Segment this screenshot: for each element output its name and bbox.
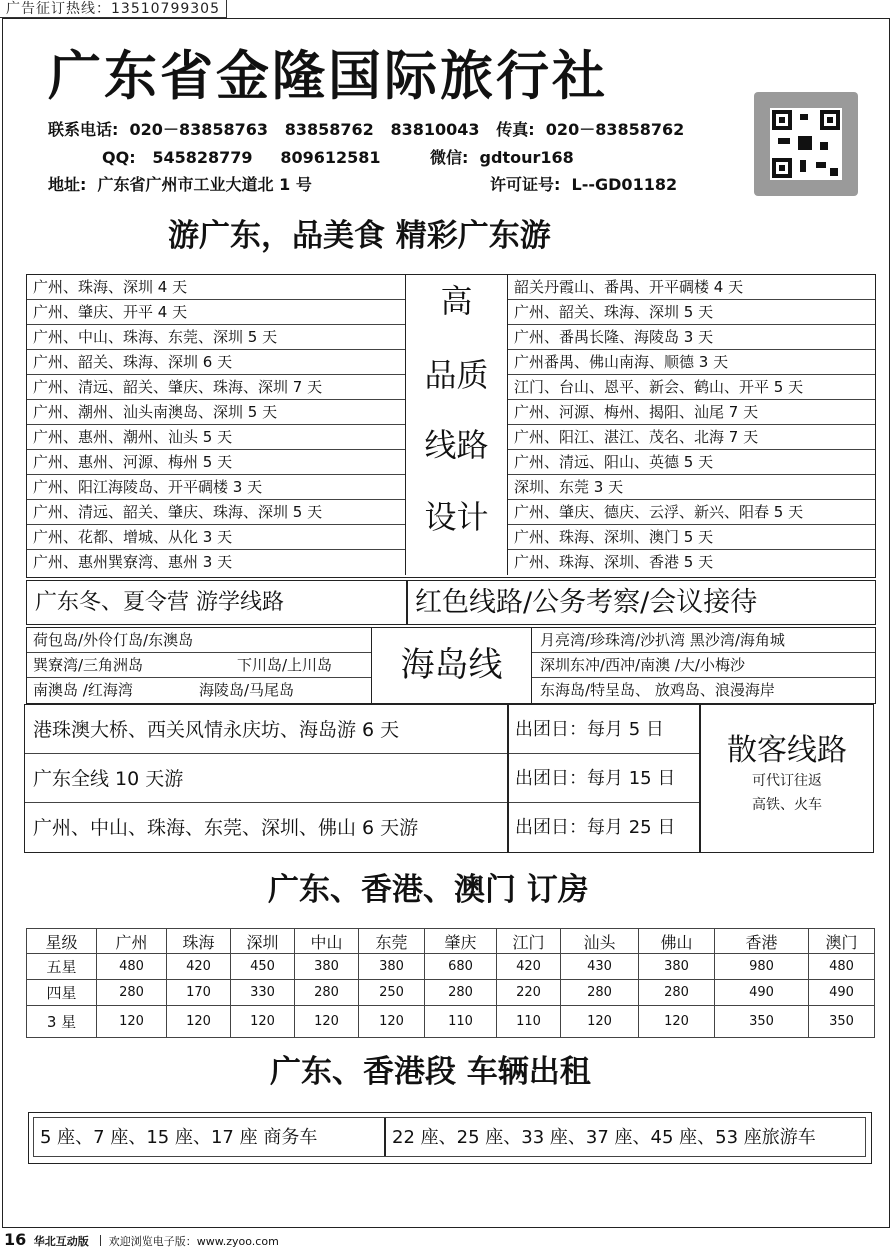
camps-study-routes[interactable]: 广东冬、夏令营 游学线路 bbox=[35, 590, 284, 615]
price-cell: 110 bbox=[497, 1006, 561, 1038]
island-item[interactable]: 东海岛/特呈岛、 放鸡岛、浪漫海岸 bbox=[540, 681, 775, 699]
tour-row[interactable] bbox=[25, 754, 699, 803]
section-title-guangdong-tours: 游广东，品美食 精彩广东游 bbox=[168, 218, 551, 254]
ad-hotline: 广告征订热线：13510799305 bbox=[0, 0, 227, 18]
tour-name: 港珠澳大桥、西关风情永庆坊、海岛游 6 天 bbox=[33, 719, 400, 741]
route-item[interactable]: 广州、惠州巽寮湾、惠州 3 天 bbox=[33, 553, 233, 571]
island-row[interactable] bbox=[27, 678, 371, 703]
price-cell: 280 bbox=[561, 980, 639, 1006]
footer-separator bbox=[100, 1235, 101, 1246]
tour-departure-date: 出团日：每月 25 日 bbox=[515, 817, 676, 838]
table-header-cell: 珠海 bbox=[167, 929, 231, 954]
island-item[interactable]: 深圳东冲/西冲/南澳 /大/小梅沙 bbox=[532, 653, 875, 678]
price-cell: 490 bbox=[809, 980, 875, 1006]
route-item[interactable]: 广州、清远、韶关、肇庆、珠海、深圳 7 天 bbox=[27, 375, 405, 400]
price-cell: 280 bbox=[639, 980, 715, 1006]
table-header-cell: 香港 bbox=[715, 929, 809, 954]
price-cell: 430 bbox=[561, 954, 639, 980]
section-title-hotel-booking: 广东、香港、澳门 订房 bbox=[268, 872, 589, 908]
tour-departure-date: 出团日：每月 5 日 bbox=[515, 719, 664, 740]
island-item[interactable]: 月亮湾/珍珠湾/沙扒湾 黑沙湾/海角城 bbox=[532, 628, 875, 653]
tours-divider bbox=[699, 705, 701, 852]
business-car-options[interactable]: 5 座、7 座、15 座、17 座 商务车 bbox=[40, 1127, 318, 1148]
tour-row[interactable] bbox=[25, 705, 699, 754]
route-item[interactable]: 广州、珠海、深圳 4 天 bbox=[27, 275, 405, 300]
route-item[interactable]: 广州、肇庆、开平 4 天 bbox=[27, 300, 405, 325]
table-header-cell: 星级 bbox=[27, 929, 97, 954]
individual-tours-sub: 可代订往返 bbox=[752, 773, 822, 789]
table-header-cell: 中山 bbox=[295, 929, 359, 954]
price-cell: 380 bbox=[639, 954, 715, 980]
price-cell: 680 bbox=[425, 954, 497, 980]
table-header-cell: 东莞 bbox=[359, 929, 425, 954]
price-cell: 480 bbox=[97, 954, 167, 980]
quality-label-3: 线路 bbox=[424, 426, 489, 464]
route-item[interactable]: 广州、惠州、河源、梅州 5 天 bbox=[27, 450, 405, 475]
price-cell: 120 bbox=[97, 1006, 167, 1038]
price-cell: 280 bbox=[97, 980, 167, 1006]
route-item[interactable]: 广州、清远、阳山、英德 5 天 bbox=[508, 450, 875, 475]
vehicle-divider bbox=[384, 1118, 386, 1156]
price-cell: 110 bbox=[425, 1006, 497, 1038]
section-title-vehicle-rental: 广东、香港段 车辆出租 bbox=[270, 1054, 591, 1090]
qr-code-icon[interactable] bbox=[754, 92, 858, 196]
tour-departure-date: 出团日：每月 15 日 bbox=[515, 768, 676, 789]
address: 地址: 广东省广州市工业大道北 1 号 bbox=[48, 175, 312, 194]
island-item: 下川岛/上川岛 bbox=[237, 656, 333, 674]
table-header-row bbox=[27, 929, 875, 954]
tour-bus-options[interactable]: 22 座、25 座、33 座、37 座、45 座、53 座旅游车 bbox=[392, 1127, 816, 1148]
vehicle-rental-box bbox=[28, 1112, 872, 1164]
individual-tours-sub: 高铁、火车 bbox=[752, 797, 822, 813]
quality-label-4: 设计 bbox=[424, 498, 489, 536]
route-item[interactable]: 深圳、东莞 3 天 bbox=[508, 475, 875, 500]
table-header-cell: 江门 bbox=[497, 929, 561, 954]
scheduled-tours bbox=[24, 704, 874, 853]
page-number: 16 bbox=[4, 1230, 27, 1249]
quality-label-2: 品质 bbox=[424, 356, 489, 394]
island-row[interactable] bbox=[27, 628, 371, 653]
individual-tours-title: 散客线路 bbox=[727, 733, 847, 768]
route-item[interactable]: 江门、台山、恩平、新会、鹤山、开平 5 天 bbox=[508, 375, 875, 400]
price-cell: 120 bbox=[561, 1006, 639, 1038]
route-item[interactable]: 广州、韶关、珠海、深圳 5 天 bbox=[508, 300, 875, 325]
quality-label-1: 高 bbox=[440, 282, 473, 320]
price-cell: 490 bbox=[715, 980, 809, 1006]
contact-qq: QQ: 545828779 809612581 bbox=[102, 148, 381, 167]
price-cell: 120 bbox=[295, 1006, 359, 1038]
route-item[interactable]: 广州、阳江、湛江、茂名、北海 7 天 bbox=[508, 425, 875, 450]
price-cell: 250 bbox=[359, 980, 425, 1006]
price-cell: 350 bbox=[715, 1006, 809, 1038]
island-item: 海陵岛/马尾岛 bbox=[199, 681, 295, 699]
contact-wechat: 微信: gdtour168 bbox=[430, 148, 574, 167]
price-cell: 380 bbox=[295, 954, 359, 980]
routes-table bbox=[26, 274, 876, 578]
tour-row[interactable] bbox=[25, 803, 699, 852]
company-name: 广东省金隆国际旅行社 bbox=[48, 45, 608, 107]
star-level-cell: 四星 bbox=[27, 980, 97, 1006]
route-item[interactable]: 广州、中山、珠海、东莞、深圳 5 天 bbox=[27, 325, 405, 350]
price-cell: 980 bbox=[715, 954, 809, 980]
table-header-cell: 广州 bbox=[97, 929, 167, 954]
price-cell: 120 bbox=[231, 1006, 295, 1038]
camps-bar bbox=[26, 580, 876, 625]
price-cell: 420 bbox=[167, 954, 231, 980]
route-item[interactable]: 广州、韶关、珠海、深圳 6 天 bbox=[27, 350, 405, 375]
route-item[interactable]: 广州、惠州、潮州、汕头 5 天 bbox=[27, 425, 405, 450]
table-header-cell: 佛山 bbox=[639, 929, 715, 954]
island-item: 南澳岛 /红海湾 bbox=[33, 681, 133, 699]
routes-left-column bbox=[27, 275, 406, 575]
route-item[interactable]: 广州、肇庆、德庆、云浮、新兴、阳春 5 天 bbox=[508, 500, 875, 525]
price-cell: 220 bbox=[497, 980, 561, 1006]
island-row[interactable] bbox=[27, 653, 371, 678]
island-routes bbox=[26, 627, 876, 704]
price-cell: 380 bbox=[359, 954, 425, 980]
red-routes-business[interactable]: 红色线路/公务考察/会议接待 bbox=[415, 587, 758, 618]
table-row bbox=[27, 1006, 875, 1038]
quality-route-design-label bbox=[406, 275, 507, 577]
hotel-price-table bbox=[26, 928, 875, 1038]
route-item[interactable]: 广州、清远、韶关、肇庆、珠海、深圳 5 天 bbox=[27, 500, 405, 525]
individual-tours-box bbox=[702, 733, 872, 817]
table-row bbox=[27, 954, 875, 980]
table-header-cell: 肇庆 bbox=[425, 929, 497, 954]
route-item[interactable]: 广州、河源、梅州、揭阳、汕尾 7 天 bbox=[508, 400, 875, 425]
price-cell: 120 bbox=[359, 1006, 425, 1038]
price-cell: 450 bbox=[231, 954, 295, 980]
price-cell: 330 bbox=[231, 980, 295, 1006]
price-cell: 280 bbox=[295, 980, 359, 1006]
route-item[interactable]: 广州、珠海、深圳、澳门 5 天 bbox=[508, 525, 875, 550]
price-cell: 350 bbox=[809, 1006, 875, 1038]
island-line-title: 海岛线 bbox=[371, 628, 532, 703]
price-cell: 480 bbox=[809, 954, 875, 980]
route-item[interactable]: 广州、潮州、汕头南澳岛、深圳 5 天 bbox=[27, 400, 405, 425]
route-item[interactable]: 韶关丹霞山、番禺、开平碉楼 4 天 bbox=[508, 275, 875, 300]
route-item[interactable]: 广州、花都、增城、从化 3 天 bbox=[27, 525, 405, 550]
camps-divider bbox=[406, 581, 408, 624]
route-item[interactable]: 广州、珠海、深圳、香港 5 天 bbox=[514, 553, 714, 571]
price-cell: 420 bbox=[497, 954, 561, 980]
table-header-cell: 深圳 bbox=[231, 929, 295, 954]
price-cell: 120 bbox=[167, 1006, 231, 1038]
tours-divider bbox=[507, 705, 509, 852]
tour-name: 广东全线 10 天游 bbox=[33, 768, 184, 790]
route-item[interactable]: 广州、阳江海陵岛、开平碉楼 3 天 bbox=[27, 475, 405, 500]
star-level-cell: 五星 bbox=[27, 954, 97, 980]
island-item: 荷包岛/外伶仃岛/东澳岛 bbox=[33, 631, 194, 649]
route-item[interactable]: 广州番禺、佛山南海、顺德 3 天 bbox=[508, 350, 875, 375]
route-item[interactable]: 广州、番禺长隆、海陵岛 3 天 bbox=[508, 325, 875, 350]
vehicle-rental-inner bbox=[33, 1117, 866, 1157]
tour-name: 广州、中山、珠海、东莞、深圳、佛山 6 天游 bbox=[33, 817, 419, 839]
price-cell: 280 bbox=[425, 980, 497, 1006]
table-row bbox=[27, 980, 875, 1006]
table-header-cell: 汕头 bbox=[561, 929, 639, 954]
routes-right-column bbox=[507, 275, 875, 575]
star-level-cell: 3 星 bbox=[27, 1006, 97, 1038]
footer-website-text[interactable]: 欢迎浏览电子版：www.zyoo.com bbox=[108, 1235, 279, 1248]
contact-phone: 联系电话: 020－83858763 83858762 83810043 传真: 020－83858762 bbox=[48, 120, 685, 139]
island-item: 巽寮湾/三角洲岛 bbox=[33, 656, 144, 674]
page-footer bbox=[4, 1232, 279, 1248]
edition-brand: 华北互动版 bbox=[33, 1235, 89, 1248]
table-header-cell: 澳门 bbox=[809, 929, 875, 954]
price-cell: 120 bbox=[639, 1006, 715, 1038]
price-cell: 170 bbox=[167, 980, 231, 1006]
license-number: 许可证号: L--GD01182 bbox=[490, 175, 678, 194]
